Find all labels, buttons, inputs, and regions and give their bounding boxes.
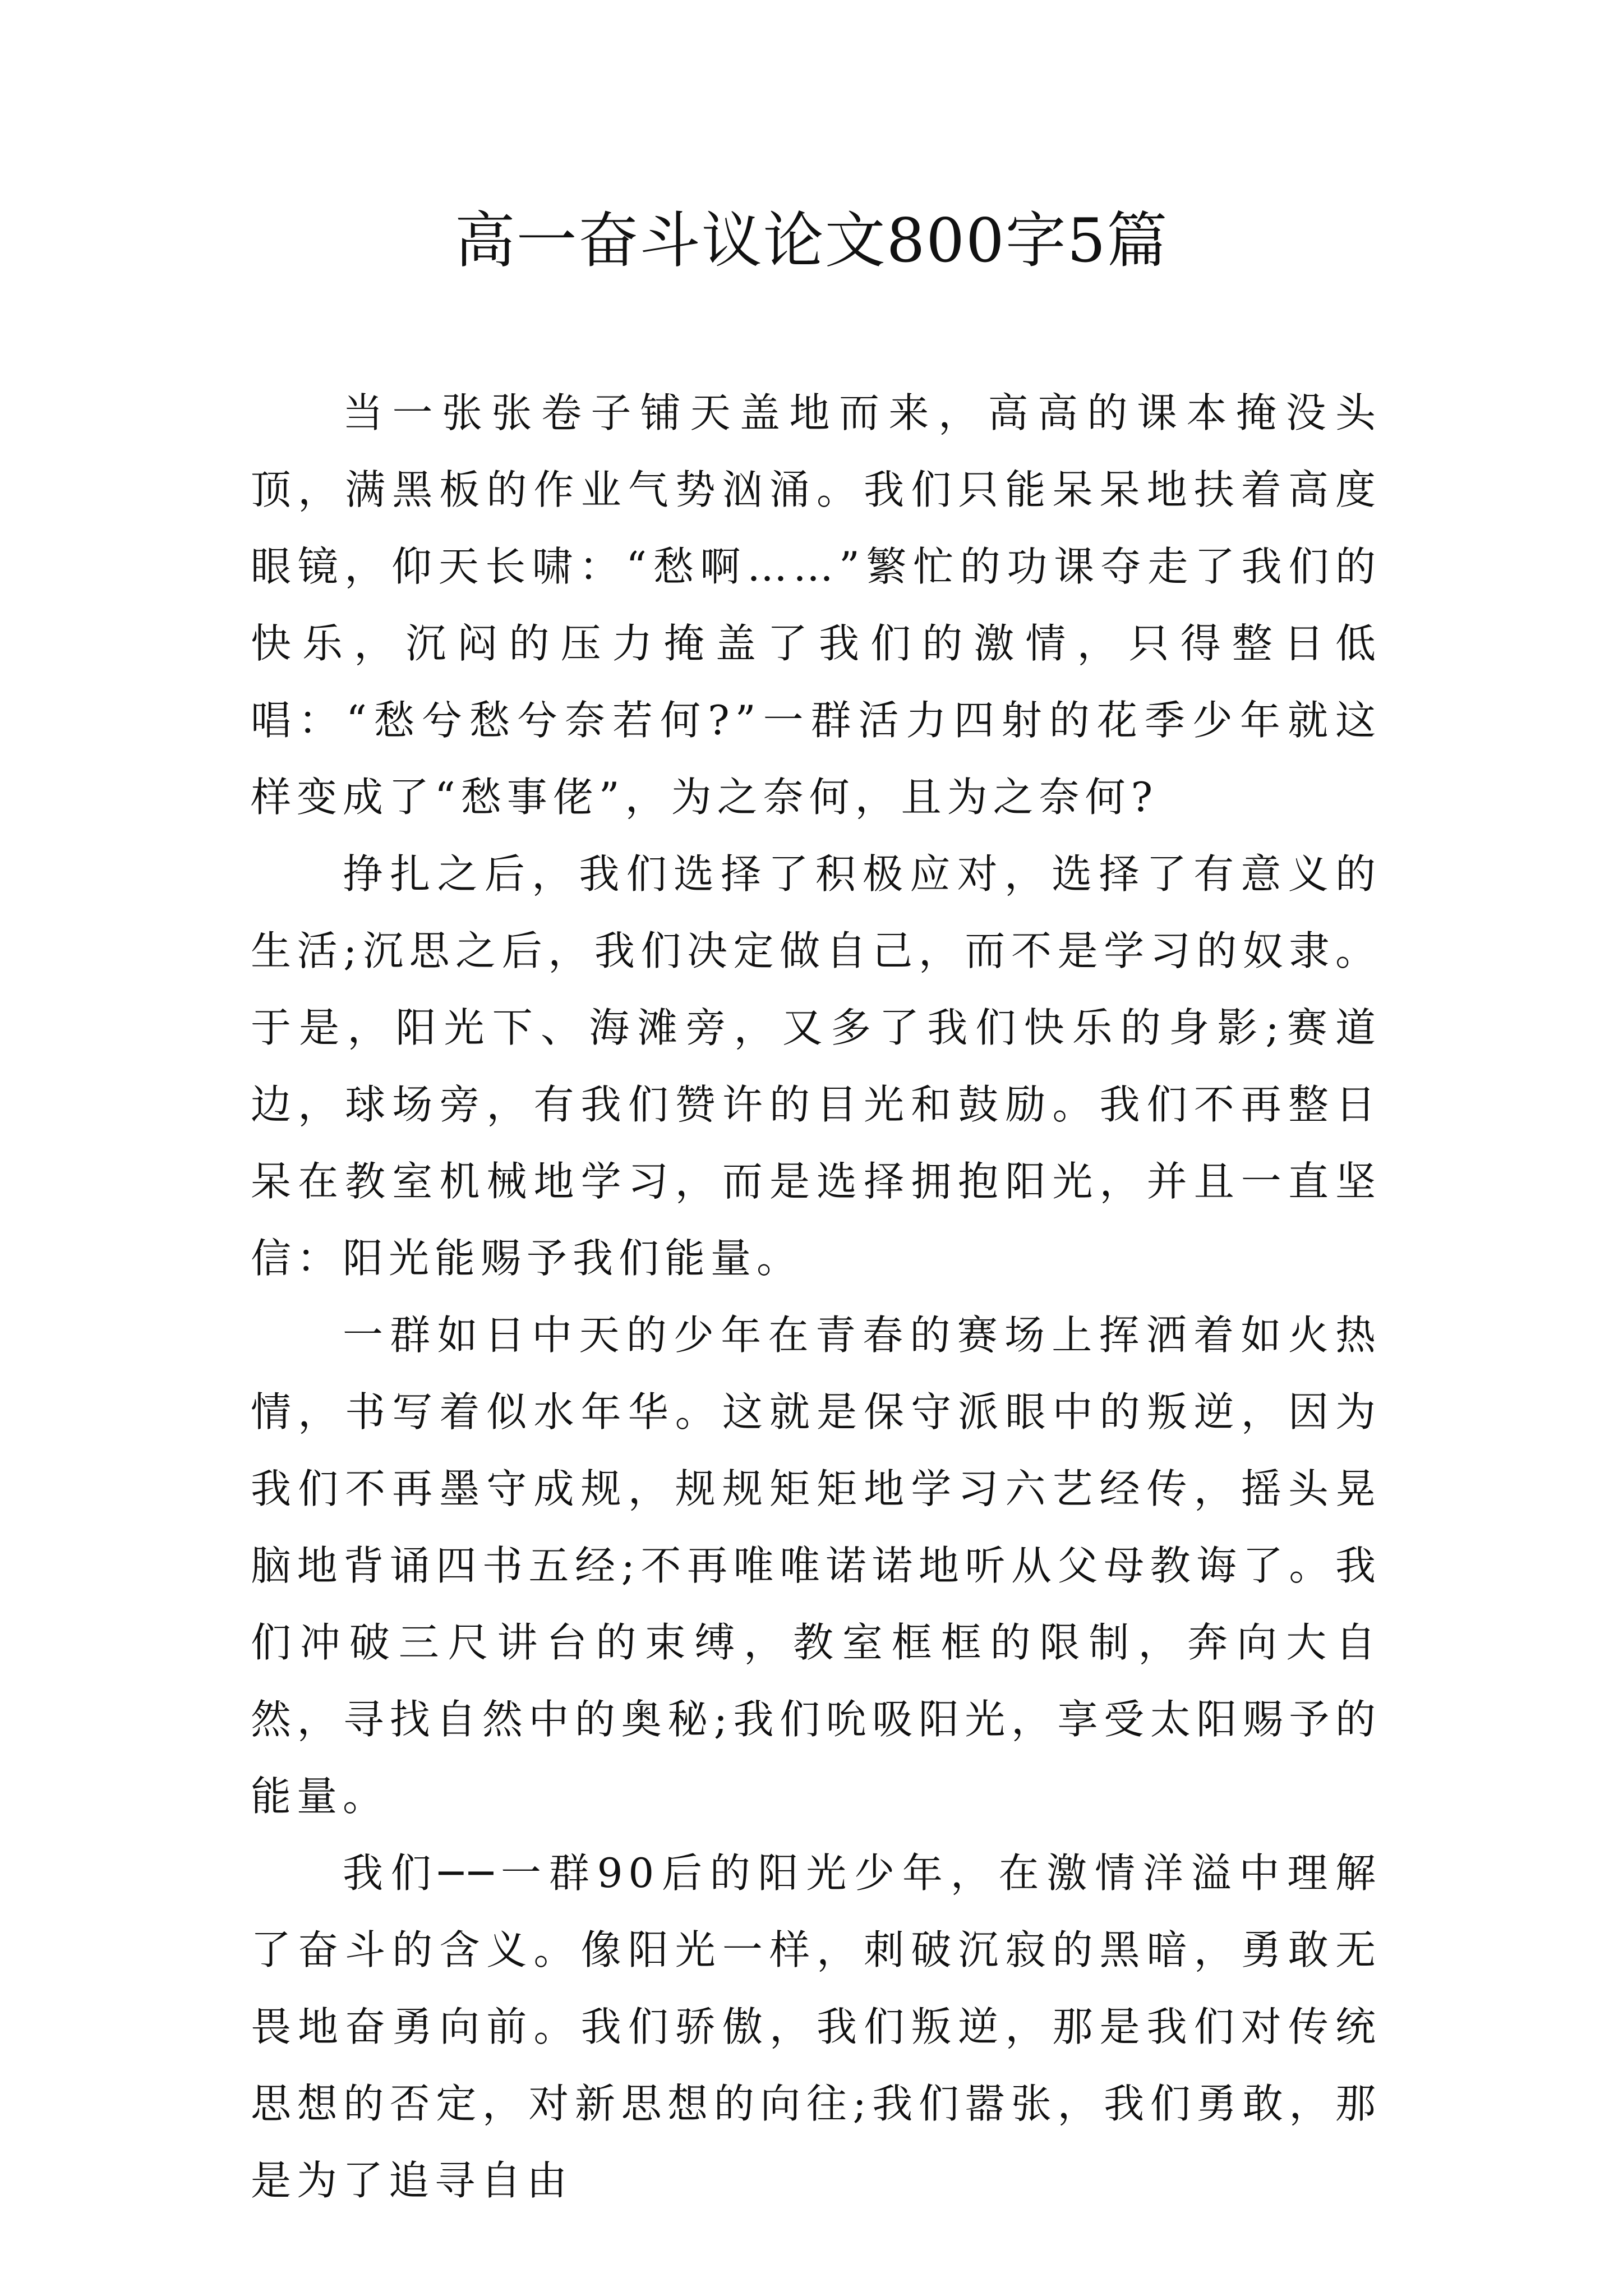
- paragraph-3: 一群如日中天的少年在青春的赛场上挥洒着如火热情，书写着似水年华。这就是保守派眼中的叛逆，因为我们不再墨守成规，规规矩矩地学习六艺经传，摇头晃脑地背诵四书五经;不再唯唯诺诺地听从父母教诲了。我们冲破三尺讲台的束缚，教室框框的限制，奔向大自然，寻找自然中的奥秘;我们吮吸阳光，享受太阳赐予的能量。: [251, 1312, 1381, 1820]
- paragraph-4: 我们──一群90后的阳光少年，在激情洋溢中理解了奋斗的含义。像阳光一样，刺破沉寂的黑暗，勇敢无畏地奋勇向前。我们骄傲，我们叛逆，那是我们对传统思想的否定，对新思想的向往;我们嚣张，我们勇敢，那是为了追寻自由: [251, 1849, 1381, 2204]
- paragraph-1: 当一张张卷子铺天盖地而来，高高的课本掩没头顶，满黑板的作业气势汹涌。我们只能呆呆地扶着高度眼镜，仰天长啸：“愁啊……”繁忙的功课夺走了我们的快乐，沉闷的压力掩盖了我们的激情，只得整日低唱：“愁兮愁兮奈若何?”一群活力四射的花季少年就这样变成了“愁事佬”，为之奈何，且为之奈何?: [251, 389, 1381, 821]
- document-title: 高一奋斗议论文800字5篇: [454, 206, 1169, 276]
- document-body: [251, 375, 1381, 2219]
- paragraph-2: 挣扎之后，我们选择了积极应对，选择了有意义的生活;沉思之后，我们决定做自己，而不是学习的奴隶。于是，阳光下、海滩旁，又多了我们快乐的身影;赛道边，球场旁，有我们赞许的目光和鼓励。我们不再整日呆在教室机械地学习，而是选择拥抱阳光，并且一直坚信：阳光能赐予我们能量。: [251, 850, 1381, 1282]
